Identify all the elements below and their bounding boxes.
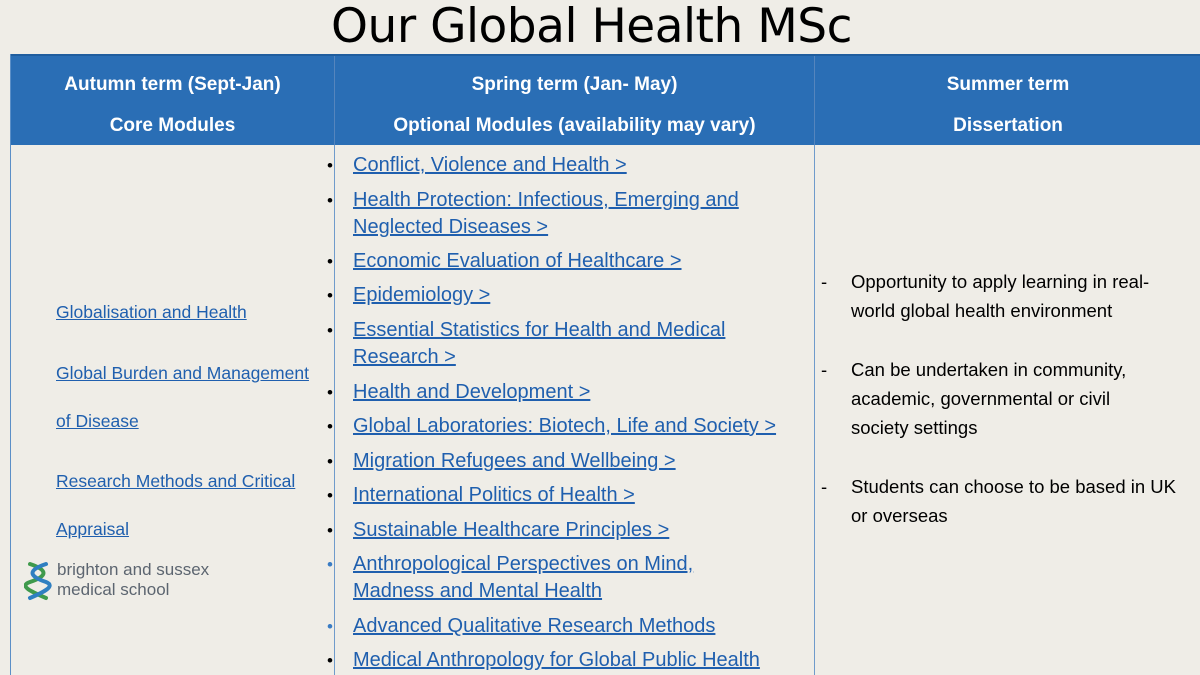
list-item (327, 482, 803, 509)
optional-module-link[interactable]: Health and Development > (353, 381, 591, 403)
optional-module-link-cont[interactable]: Madness and Mental Health (353, 580, 603, 602)
list-item (327, 187, 803, 241)
dissertation-point-line: Opportunity to apply learning in real- (851, 271, 1150, 292)
bullet-icon: • (327, 617, 333, 636)
bullet-icon: • (327, 252, 333, 271)
optional-module-link-cont[interactable]: Research > (353, 346, 456, 368)
optional-module-link[interactable]: Epidemiology > (353, 284, 491, 306)
core-module-link-research-methods[interactable]: Research Methods and Critical (56, 471, 296, 491)
dissertation-point-line: society settings (851, 417, 978, 438)
optional-module-link[interactable]: Economic Evaluation of Healthcare > (353, 250, 682, 272)
dash-marker: - (821, 271, 828, 292)
dash-marker: - (821, 359, 828, 380)
bullet-icon: • (327, 486, 333, 505)
list-item (327, 248, 803, 275)
optional-module-link[interactable]: Essential Statistics for Health and Medical (353, 319, 726, 341)
optional-module-link[interactable]: Sustainable Healthcare Principles > (353, 519, 670, 541)
bullet-icon: • (327, 555, 333, 574)
optional-module-link[interactable]: Conflict, Violence and Health > (353, 154, 627, 176)
header-summer-term: Summer term (946, 74, 1070, 95)
bullet-icon: • (327, 417, 333, 436)
bullet-icon: • (327, 191, 333, 210)
list-item (327, 413, 803, 440)
bullet-icon: • (327, 321, 333, 340)
dissertation-point-line: or overseas (851, 505, 948, 526)
optional-module-link[interactable]: Migration Refugees and Wellbeing > (353, 450, 676, 472)
list-item (327, 317, 803, 371)
dissertation-point-text (851, 355, 1196, 442)
dissertation-point-line: Can be undertaken in community, (851, 359, 1127, 380)
bullet-icon: • (327, 651, 333, 670)
bullet-icon: • (327, 383, 333, 402)
list-item (327, 613, 803, 640)
list-item (327, 647, 803, 674)
bullet-icon: • (327, 452, 333, 471)
school-logo (24, 560, 244, 604)
double-helix-icon (24, 560, 54, 604)
bullet-icon: • (327, 156, 333, 175)
list-item (327, 282, 803, 309)
header-summer (815, 56, 1200, 147)
dissertation-point-text (851, 472, 1196, 530)
list-item (327, 517, 803, 544)
optional-module-link[interactable]: Anthropological Perspectives on Mind, (353, 553, 694, 575)
logo-text-line: medical school (57, 580, 170, 599)
dissertation-point-line: world global health environment (851, 300, 1113, 321)
core-module-link-global-burden-cont[interactable]: of Disease (56, 411, 139, 431)
header-autumn (11, 56, 334, 147)
list-item (327, 379, 803, 406)
bullet-icon: • (327, 521, 333, 540)
page-title: Our Global Health MSc (331, 0, 852, 54)
header-spring (335, 56, 814, 147)
header-autumn-term: Autumn term (Sept-Jan) (64, 74, 281, 95)
logo-text-line: brighton and sussex (57, 560, 210, 579)
header-autumn-type: Core Modules (109, 115, 236, 136)
list-item (327, 551, 803, 605)
table-header (11, 54, 1200, 145)
dissertation-point-text (851, 267, 1196, 325)
list-item (327, 152, 803, 179)
optional-module-link-cont[interactable]: Neglected Diseases > (353, 216, 549, 238)
core-module-link-globalisation[interactable]: Globalisation and Health (56, 302, 247, 322)
optional-module-link[interactable]: Health Protection: Infectious, Emerging and (353, 189, 739, 211)
bullet-icon: • (327, 286, 333, 305)
dissertation-point-line: academic, governmental or civil (851, 388, 1111, 409)
optional-module-link[interactable]: Advanced Qualitative Research Methods (353, 615, 716, 637)
header-spring-type: Optional Modules (availability may vary) (393, 115, 756, 136)
core-module-link-global-burden[interactable]: Global Burden and Management (56, 363, 309, 383)
dissertation-point-line: Students can choose to be based in UK (851, 476, 1176, 497)
optional-module-link[interactable]: Medical Anthropology for Global Public Health (353, 649, 760, 671)
optional-module-link[interactable]: International Politics of Health > (353, 484, 635, 506)
core-module-link-research-methods-cont[interactable]: Appraisal (56, 519, 129, 539)
list-item (327, 448, 803, 475)
optional-module-link[interactable]: Global Laboratories: Biotech, Life and Society > (353, 415, 777, 437)
dash-marker: - (821, 476, 828, 497)
header-spring-term: Spring term (Jan- May) (471, 74, 678, 95)
header-summer-type: Dissertation (953, 115, 1063, 136)
